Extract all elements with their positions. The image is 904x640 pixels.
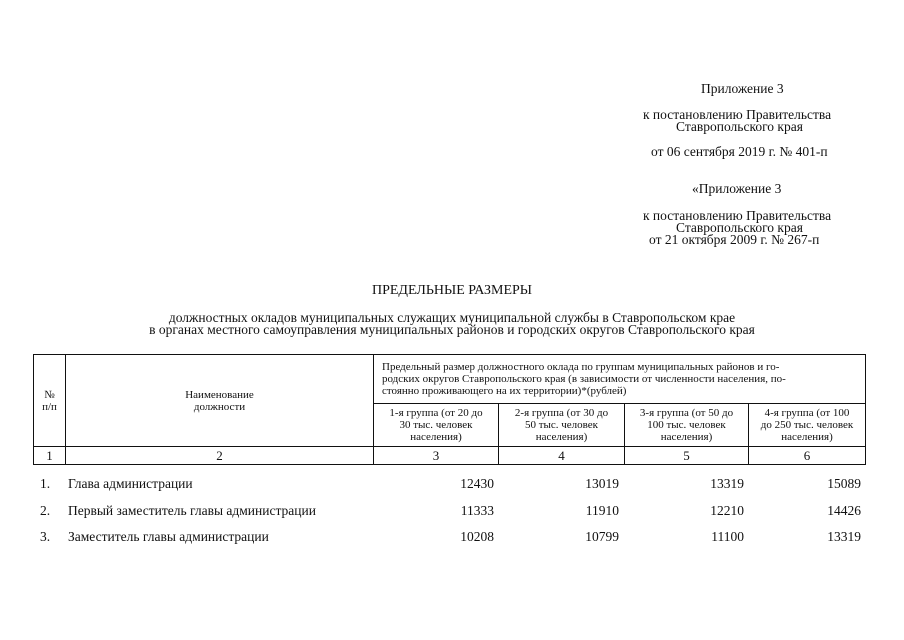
group-3-line1: 3-я группа (от 50 до	[639, 407, 734, 419]
group-4-line2: до 250 тыс. человек	[760, 419, 854, 431]
table-row	[0, 529, 904, 549]
group-header-line1: Предельный размер должностного оклада по группам муниципальных районов и го-	[382, 361, 780, 373]
appendix-title: Приложение 3	[701, 81, 784, 96]
row-number: 3.	[40, 529, 51, 544]
document-subtitle-line1: должностных окладов муниципальных служащих муниципальной службы в Ставропольском крае	[168, 310, 736, 325]
group-1-line2: 30 тыс. человек	[399, 419, 473, 431]
row-value-group-2: 13019	[585, 476, 619, 491]
row-position-name: Первый заместитель главы администрации	[68, 503, 316, 518]
document-title: ПРЕДЕЛЬНЫЕ РАЗМЕРЫ	[371, 283, 533, 298]
col-number-2: 2	[66, 447, 374, 465]
row-value-group-2: 10799	[585, 529, 619, 544]
col-number-3: 3	[374, 447, 499, 465]
group-3-line2: 100 тыс. человек	[647, 419, 726, 431]
group-1-line3: населения)	[410, 431, 462, 443]
row-value-group-4: 14426	[827, 503, 861, 518]
row-value-group-1: 12430	[460, 476, 494, 491]
appendix-region-line: Ставропольского края	[676, 119, 803, 134]
original-appendix-date-line: от 21 октября 2009 г. № 267-п	[649, 232, 820, 247]
group-4-line3: населения)	[781, 431, 833, 443]
row-value-group-2: 11910	[585, 503, 619, 518]
group-2-line3: населения)	[535, 431, 588, 443]
row-value-group-3: 11100	[711, 529, 744, 544]
col-num-header	[34, 355, 66, 447]
original-appendix-region-line: Ставропольского края	[676, 220, 803, 235]
group-header-line2: родских округов Ставропольского края (в зависимости от численности населения, по-	[382, 373, 786, 385]
group-header	[374, 355, 866, 404]
table-row	[0, 503, 904, 523]
group-header-line3: стоянно проживающего на их территории)*(рублей)	[382, 385, 627, 397]
group-1-line1: 1-я группа (от 20 до	[389, 407, 483, 419]
row-position-name: Глава администрации	[68, 476, 193, 491]
appendix-resolution-line: к постановлению Правительства	[643, 107, 832, 122]
salary-table-header	[33, 354, 866, 465]
group-2-header	[499, 404, 625, 447]
original-appendix-resolution-line: к постановлению Правительства	[643, 208, 832, 223]
row-number: 1.	[40, 476, 51, 491]
group-4-line1: 4-я группа (от 100	[764, 407, 850, 419]
group-2-line1: 2-я группа (от 30 до	[514, 407, 609, 419]
col-name-label: Наименование	[185, 388, 254, 401]
group-3-line3: населения)	[660, 431, 713, 443]
col-number-5: 5	[625, 447, 749, 465]
table-row	[0, 476, 904, 496]
col-name-header	[66, 355, 374, 447]
document-subtitle-line2: в органах местного самоуправления муниципальных районов и городских округов Ставропольского края	[149, 322, 755, 337]
appendix-date-line: от 06 сентября 2019 г. № 401-п	[651, 144, 828, 159]
original-appendix-title: «Приложение 3	[692, 181, 782, 196]
row-value-group-4: 15089	[827, 476, 861, 491]
row-number: 2.	[40, 503, 51, 518]
col-number-6: 6	[749, 447, 866, 465]
col-num-label-2: п/п	[42, 400, 57, 413]
col-number-1: 1	[34, 447, 66, 465]
group-4-header	[749, 404, 866, 447]
row-value-group-1: 11333	[460, 503, 494, 518]
row-value-group-3: 13319	[710, 476, 744, 491]
col-name-label-2: должности	[193, 400, 246, 413]
group-3-header	[625, 404, 749, 447]
row-position-name: Заместитель главы администрации	[68, 529, 269, 544]
col-number-4: 4	[499, 447, 625, 465]
group-1-header	[374, 404, 499, 447]
row-value-group-4: 13319	[827, 529, 861, 544]
row-value-group-1: 10208	[460, 529, 494, 544]
row-value-group-3: 12210	[710, 503, 744, 518]
group-2-line2: 50 тыс. человек	[524, 419, 599, 431]
col-num-label: №	[44, 388, 55, 401]
